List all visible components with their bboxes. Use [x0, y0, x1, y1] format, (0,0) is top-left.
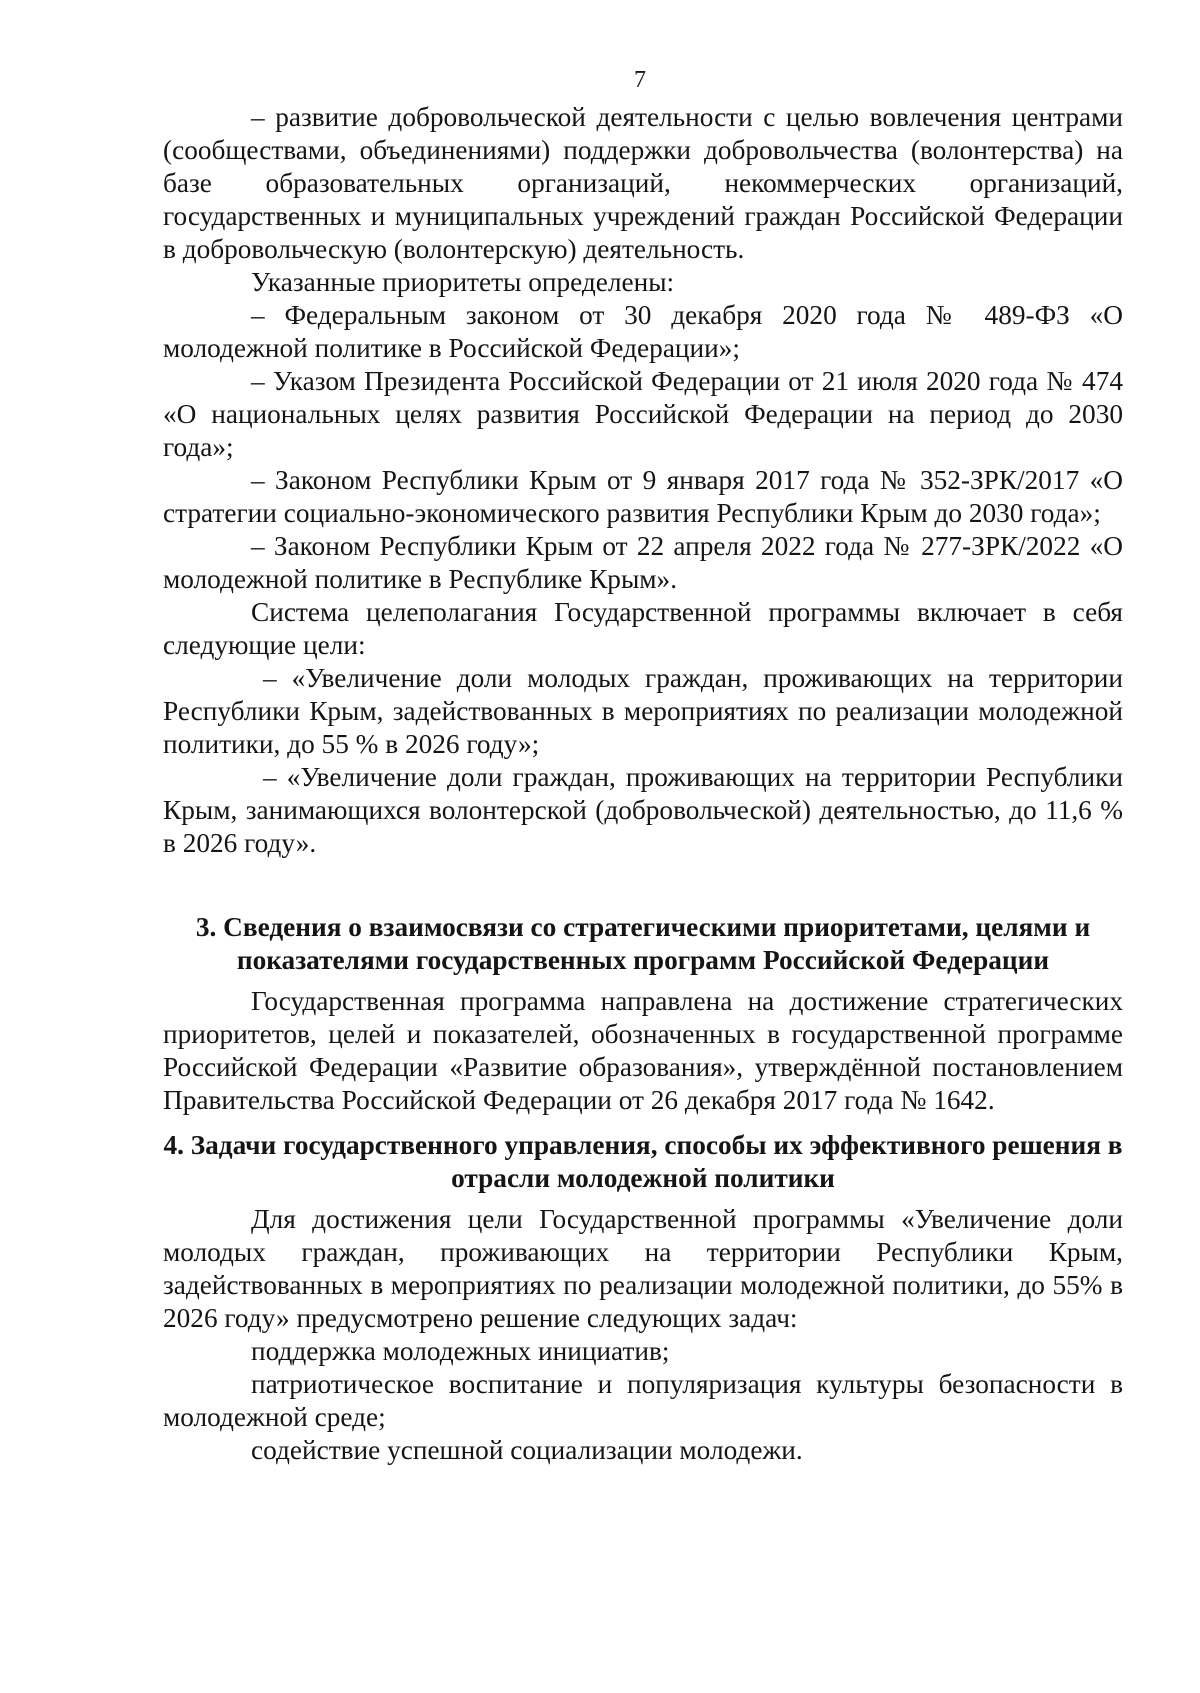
paragraph-priorities-defined: Указанные приоритеты определены: — [251, 267, 675, 297]
section-4-heading: 4. Задачи государственного управления, способы их эффективного решения в отрасли молодежной политики — [163, 1130, 1123, 1193]
paragraph-volunteering-development: – развитие добровольческой деятельности с целью вовлечения центрами (сообществами, объединениями) поддержки добровольчества (волонтерства) на базе образовательных организаций, некоммерческих организаций, государственных и муниципальных учреждений граждан Российской Федерации в добровольческую (волонтерскую) деятельность. — [163, 102, 1123, 264]
list-item-crimea-law-2017: – Законом Республики Крым от 9 января 2017 года № 352-ЗРК/2017 «О стратегии социально-экономического развития Республики Крым до 2030 года»; — [163, 465, 1123, 528]
page-number: 7 — [634, 67, 646, 93]
list-item-crimea-law-2022: – Законом Республики Крым от 22 апреля 2022 года № 277-ЗРК/2022 «О молодежной политике в Республике Крым». — [163, 531, 1123, 594]
task-item-youth-initiatives: поддержка молодежных инициатив; — [251, 1336, 670, 1366]
paragraph-goal-system: Система целеполагания Государственной программы включает в себя следующие цели: — [163, 597, 1123, 660]
task-item-socialization: содействие успешной социализации молодежи. — [251, 1435, 803, 1465]
section-4-paragraph: Для достижения цели Государственной программы «Увеличение доли молодых граждан, проживающих на территории Республики Крым, задействованных в мероприятиях по реализации молодежной политики, до 55% в 2026 году» предусмотрено решение следующих задач: — [163, 1204, 1123, 1333]
list-item-goal-volunteer-share: – «Увеличение доли граждан, проживающих на территории Республики Крым, занимающихся волонтерской (добровольческой) деятельностью, до 11,6 % в 2026 году». — [163, 762, 1123, 858]
section-3-paragraph: Государственная программа направлена на достижение стратегических приоритетов, целей и показателей, обозначенных в государственной программе Российской Федерации «Развитие образования», утверждённой постановлением Правительства Российской Федерации от 26 декабря 2017 года № 1642. — [163, 986, 1123, 1115]
list-item-presidential-decree: – Указом Президента Российской Федерации от 21 июля 2020 года № 474 «О национальных целях развития Российской Федерации на период до 2030 года»; — [163, 366, 1123, 462]
task-item-patriotic-education: патриотическое воспитание и популяризация культуры безопасности в молодежной среде; — [163, 1369, 1123, 1432]
list-item-goal-youth-share: – «Увеличение доли молодых граждан, проживающих на территории Республики Крым, задействованных в мероприятиях по реализации молодежной политики, до 55 % в 2026 году»; — [163, 663, 1123, 759]
document-body — [163, 101, 1123, 1467]
list-item-federal-law: – Федеральным законом от 30 декабря 2020 года № 489-ФЗ «О молодежной политике в Российской Федерации»; — [163, 300, 1123, 363]
section-3-heading: 3. Сведения о взаимосвязи со стратегическими приоритетами, целями и показателями государственных программ Российской Федерации — [195, 912, 1091, 975]
